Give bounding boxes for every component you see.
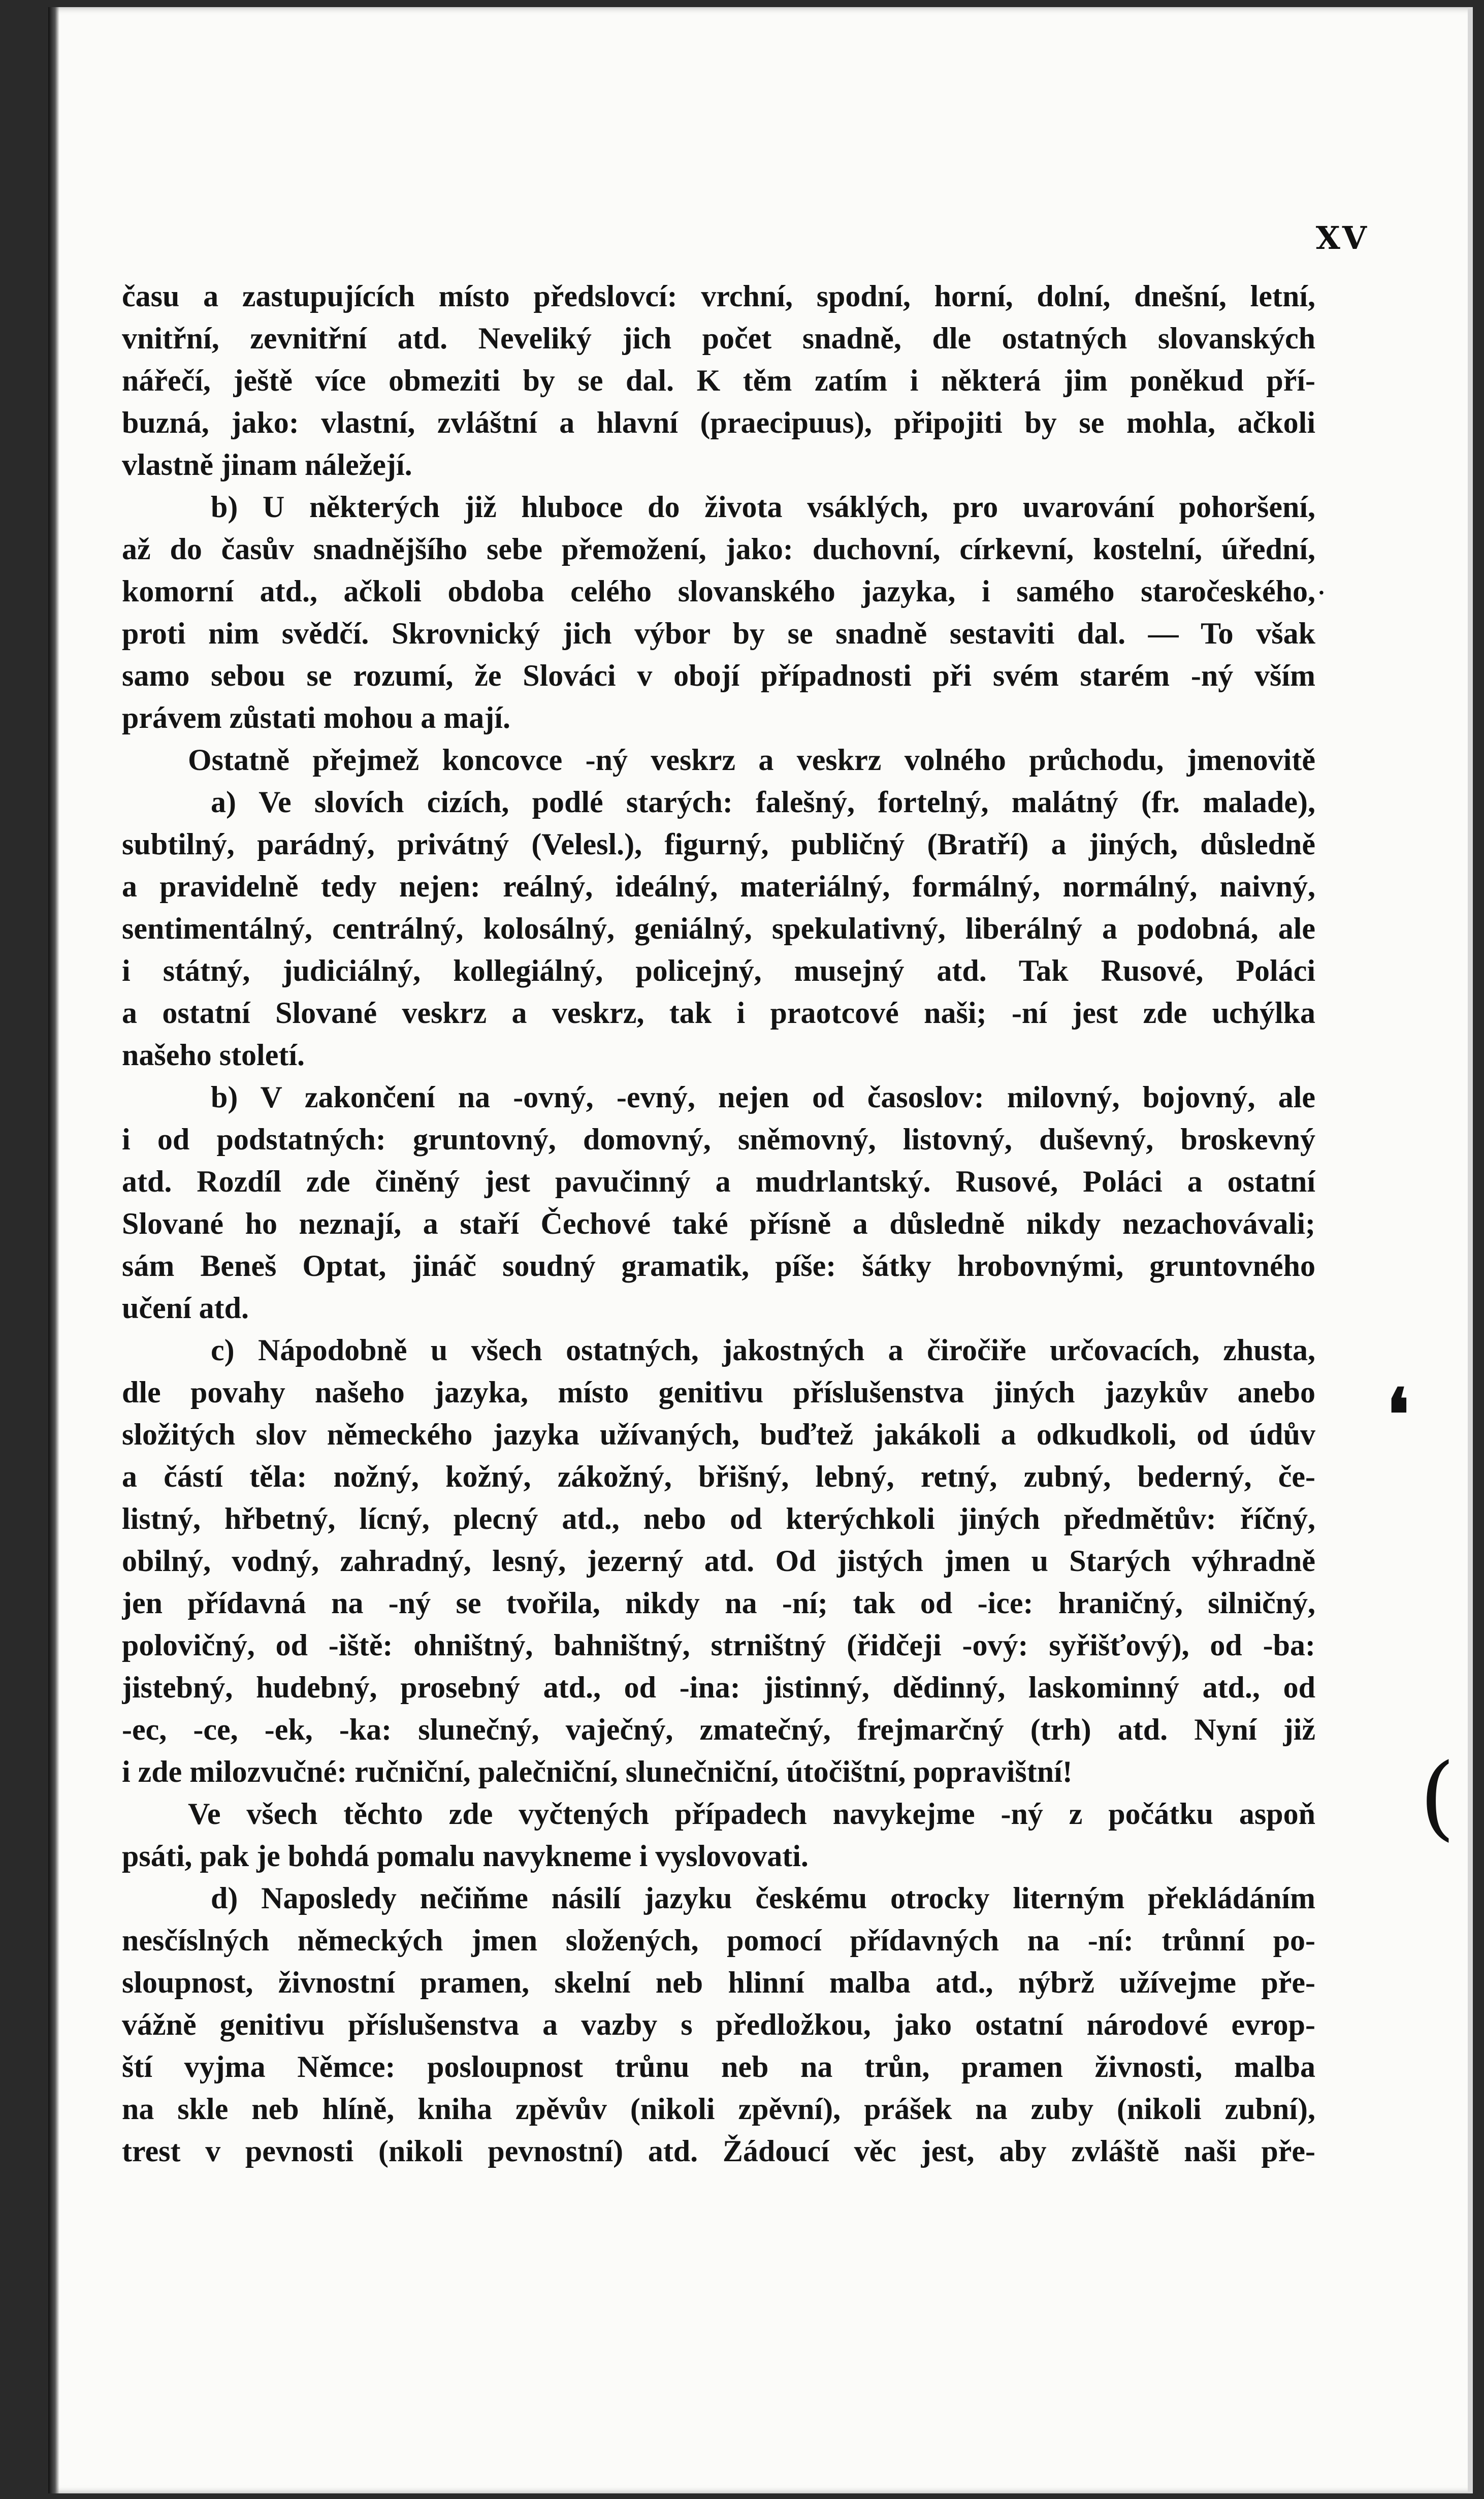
text-line: právem zůstati mohou a mají.: [122, 701, 510, 734]
text-line: buzná, jako: vlastní, zvláštní a hlavní (praecipuus), připojiti by se mohla, ačkoli: [122, 406, 1315, 439]
text-line: na skle neb hlíně, kniha zpěvův (nikoli zpěvní), prášek na zuby (nikoli zubní),: [122, 2092, 1315, 2126]
text-line: vážně genitivu příslušenstva a vazby s předložkou, jako ostatní národové evrop-: [122, 2008, 1315, 2041]
text-line: samo sebou se rozumí, že Slováci v obojí případnosti při svém starém -ný vším: [122, 659, 1315, 692]
text-line: dle povahy našeho jazyka, místo genitivu příslušenstva jiných jazykův anebo: [122, 1375, 1315, 1409]
text-line: sám Beneš Optat, jináč soudný gramatik, píše: šátky hrobovnými, gruntovného: [122, 1249, 1315, 1283]
text-line: našeho století.: [122, 1038, 305, 1072]
text-line: i od podstatných: gruntovný, domovný, sněmovný, listovný, duševný, broskevný: [122, 1123, 1315, 1156]
text-line: polovičný, od -iště: ohništný, bahništný, strništný (řidčeji -ový: syřišťový), od -ba:: [122, 1628, 1315, 1662]
text-line: až do časův snadnějšího sebe přemožení, jako: duchovní, církevní, kostelní, úřední,: [122, 532, 1315, 566]
text-line: psáti, pak je bohdá pomalu navykneme i vyslovovati.: [122, 1839, 809, 1873]
margin-speck: ·: [1318, 581, 1325, 605]
text-line: a pravidelně tedy nejen: reálný, ideálný, materiálný, formálný, normálný, naivný,: [122, 870, 1315, 903]
text-line: složitých slov německého jazyka užívaných, buďtež jakákoli a odkudkoli, od údův: [122, 1418, 1315, 1451]
margin-ink-mark: ❛: [1386, 1373, 1410, 1457]
text-line: atd. Rozdíl zde činěný jest pavučinný a mudrlantský. Rusové, Poláci a ostatní: [122, 1165, 1315, 1198]
text-line: i státný, judiciálný, kollegiálný, policejný, musejný atd. Tak Rusové, Poláci: [122, 954, 1315, 987]
text-line: sentimentálný, centrálný, kolosálný, geniálný, spekulativný, liberálný a podobná, ale: [122, 912, 1315, 945]
text-line: obilný, vodný, zahradný, lesný, jezerný atd. Od jistých jmen u Starých výhradně: [122, 1544, 1315, 1578]
page-number: XV: [1315, 219, 1369, 257]
text-line: Ve všech těchto zde vyčtených případech navykejme -ný z počátku aspoň: [188, 1797, 1315, 1831]
body-text: [122, 275, 1315, 2172]
text-line: b) U některých již hluboce do života vsáklých, pro uvarování pohoršení,: [211, 490, 1315, 524]
text-line: Ostatně přejmež koncovce -ný veskrz a veskrz volného průchodu, jmenovitě: [188, 743, 1315, 777]
text-line: a ostatní Slované veskrz a veskrz, tak i praotcové naši; -ní jest zde uchýlka: [122, 996, 1315, 1030]
text-line: vnitřní, zevnitřní atd. Neveliký jich počet snadně, dle ostatných slovanských: [122, 322, 1315, 355]
text-line: nářečí, ještě více obmeziti by se dal. K těm zatím i některá jim poněkud pří-: [122, 364, 1315, 397]
text-line: vlastně jinam náležejí.: [122, 448, 412, 482]
text-line: času a zastupujících místo předslovcí: vrchní, spodní, horní, dolní, dnešní, letní,: [122, 279, 1315, 313]
text-line: jen přídavná na -ný se tvořila, nikdy na -ní; tak od -ice: hraničný, silničný,: [122, 1586, 1315, 1620]
text-line: b) V zakončení na -ovný, -evný, nejen od časoslov: milovný, bojovný, ale: [211, 1080, 1315, 1114]
text-line: i zde milozvučné: ručniční, palečniční, slunečniční, útočištní, popravištní!: [122, 1755, 1073, 1788]
text-line: nesčíslných německých jmen složených, pomocí přídavných na -ní: trůnní po-: [122, 1924, 1315, 1957]
page-binding-edge: [48, 7, 59, 2493]
book-page: [48, 7, 1473, 2493]
text-line: proti nim svědčí. Skrovnický jich výbor by se snadně sestaviti dal. — To však: [122, 617, 1315, 650]
text-line: ští vyjma Němce: posloupnost trůnu neb na trůn, pramen živnosti, malba: [122, 2050, 1315, 2084]
text-line: Slované ho neznají, a staří Čechové také přísně a důsledně nikdy nezachovávali;: [122, 1207, 1315, 1240]
text-line: komorní atd., ačkoli obdoba celého slovanského jazyka, i samého staročeského,: [122, 574, 1315, 608]
page-right-edge: [1468, 7, 1473, 2493]
text-line: učení atd.: [122, 1291, 249, 1325]
text-line: trest v pevnosti (nikoli pevnostní) atd. Žádoucí věc jest, aby zvláště naši pře-: [122, 2134, 1315, 2168]
text-line: listný, hřbetný, lícný, plecný atd., nebo od kterýchkoli jiných předmětův: říčný,: [122, 1502, 1315, 1535]
text-line: -ec, -ce, -ek, -ka: slunečný, vaječný, zmatečný, frejmarčný (trh) atd. Nyní již: [122, 1713, 1315, 1746]
text-line: jistebný, hudebný, prosebný atd., od -ina: jistinný, dědinný, laskominný atd., od: [122, 1671, 1315, 1704]
text-line: a částí těla: nožný, kožný, zákožný, břišný, lebný, retný, zubný, bederný, če-: [122, 1460, 1315, 1493]
text-line: sloupnost, živnostní pramen, skelní neb hlinní malba atd., nýbrž užívejme pře-: [122, 1966, 1315, 1999]
text-line: d) Naposledy nečiňme násilí jazyku českému otrocky literným překládáním: [211, 1881, 1315, 1915]
text-line: a) Ve slovích cizích, podlé starých: falešný, fortelný, malátný (fr. malade),: [211, 785, 1315, 819]
text-line: c) Nápodobně u všech ostatných, jakostných a čiročiře určovacích, zhusta,: [211, 1333, 1315, 1367]
margin-bracket-mark: (: [1420, 1744, 1456, 1850]
text-line: subtilný, parádný, privátný (Velesl.), figurný, publičný (Bratří) a jiných, důsledně: [122, 827, 1315, 861]
